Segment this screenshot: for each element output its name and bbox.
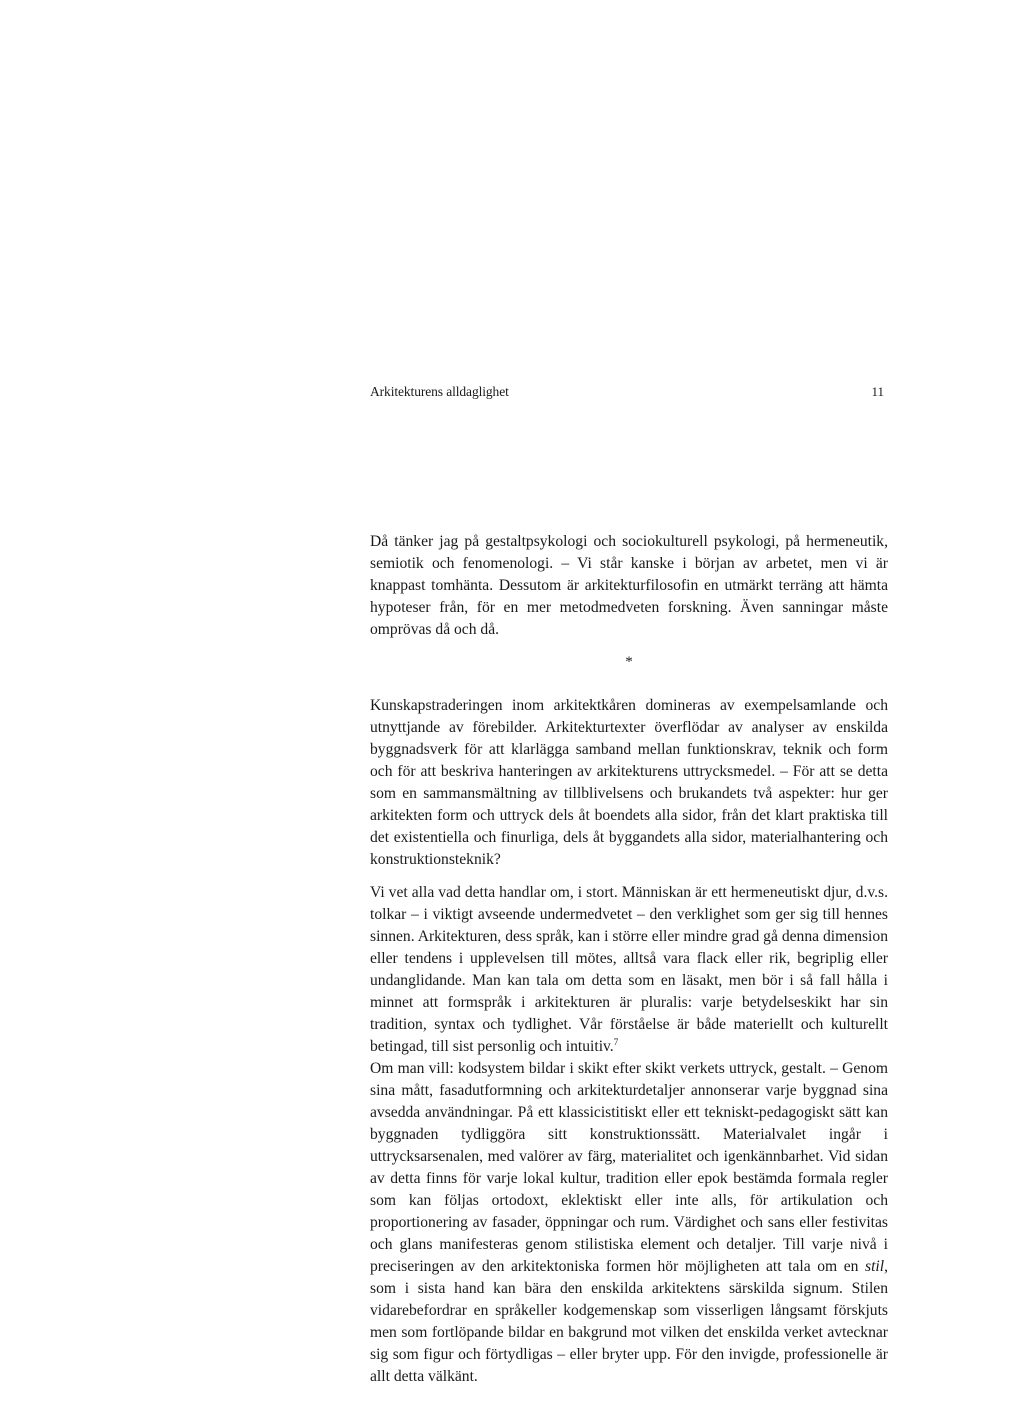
paragraph-2	[370, 695, 888, 871]
paragraph-text: Då tänker jag på gestaltpsykologi och sociokulturell psykologi, på hermeneutik, semiotik och fenomenologi. – Vi står kanske i början av arbetet, men vi är knappast tomhänta. Dessutom är arkitekturfilosofin en utmärkt terräng att hämta hypoteser från, för en mer metodmedveten forskning. Även sanningar måste omprövas då och då.	[370, 533, 888, 638]
paragraph-body-end: , som i sista hand kan bära den enskilda arkitektens särskilda signum. Stilen vidarebefordrar en språkeller kodgemenskap som visserligen långsamt förskjuts men som fortlöpande bildar en bakgrund mot vilken det enskilda verket avtecknar sig som figur och förtydligas – eller bryter upp. För den invigde, professionelle är allt detta välkänt.	[370, 1258, 888, 1385]
running-title: Arkitekturens alldaglighet	[370, 384, 509, 399]
footnote-reference[interactable]: 7	[613, 1036, 619, 1047]
paragraph-text	[370, 1058, 888, 1388]
paragraph-body: Vi vet alla vad detta handlar om, i stort. Människan är ett hermeneutiskt djur, d.v.s. tolkar – i viktigt avseende undermedvetet – den verklighet som ger sig till hennes sinnen. Arkitekturen, dess språk, kan i större eller mindre grad gå denna dimension eller tendens i upplevelsen till mötes, alltså vara flack eller rik, begriplig eller undanglidande. Man kan tala om detta som en läsakt, men bör i så fall hålla i minnet att formspråk i arkitekturen är pluralis: varje betydelseskikt har sin tradition, syntax och tydlighet. Vår förståelse är både materiellt och kulturellt betingad, till sist personlig och intuitiv.	[370, 884, 888, 1055]
paragraph-1	[370, 531, 888, 641]
italic-term: stil	[865, 1258, 885, 1275]
paragraph-text	[370, 882, 888, 1058]
paragraph-body-start: Om man vill: kodsystem bildar i skikt efter skikt verkets uttryck, gestalt. – Genom sina mått, fasadutformning och arkitekturdetaljer annonserar varje byggnad sina avsedda användningar. På ett klassicistitiskt eller ett tekniskt-pedagogiskt sätt kan byggnaden tydliggöra sitt konstruktionssätt. Materialvalet ingår i uttrycksarsenalen, med valörer av färg, materialitet och igenkännbarhet. Vid sidan av detta finns för varje lokal kultur, tradition eller epok bestämda formala regler som kan följas ortodoxt, eklektiskt eller inte alls, för artikulation och proportionering av fasader, öppningar och rum. Värdighet och sans eller festivitas och glans manifesteras genom stilistiska element och detaljer. Till varje nivå i preciseringen av den arkitektoniska formen hör möjligheten att tala om en	[370, 1060, 888, 1275]
paragraph-4	[370, 1058, 888, 1388]
running-head	[370, 384, 884, 400]
paragraph-text: Kunskapstraderingen inom arkitektkåren domineras av exempelsamlande och utnyttjande av förebilder. Arkitekturtexter överflödar av analyser av enskilda byggnadsverk för att klarlägga samband mellan funktionskrav, teknik och form och för att beskriva hanteringen av arkitekturens uttrycksmedel. – För att se detta som en sammansmältning av tillblivelsens och brukandets två aspekter: hur ger arkitekten form och uttryck dels åt boendets alla sidor, från det klart praktiska till det existentiella och finurliga, dels åt byggandets alla sidor, materialhantering och konstruktionsteknik?	[370, 697, 888, 868]
paragraph-3	[370, 882, 888, 1058]
page-number: 11	[871, 384, 884, 399]
section-separator: *	[625, 654, 633, 670]
